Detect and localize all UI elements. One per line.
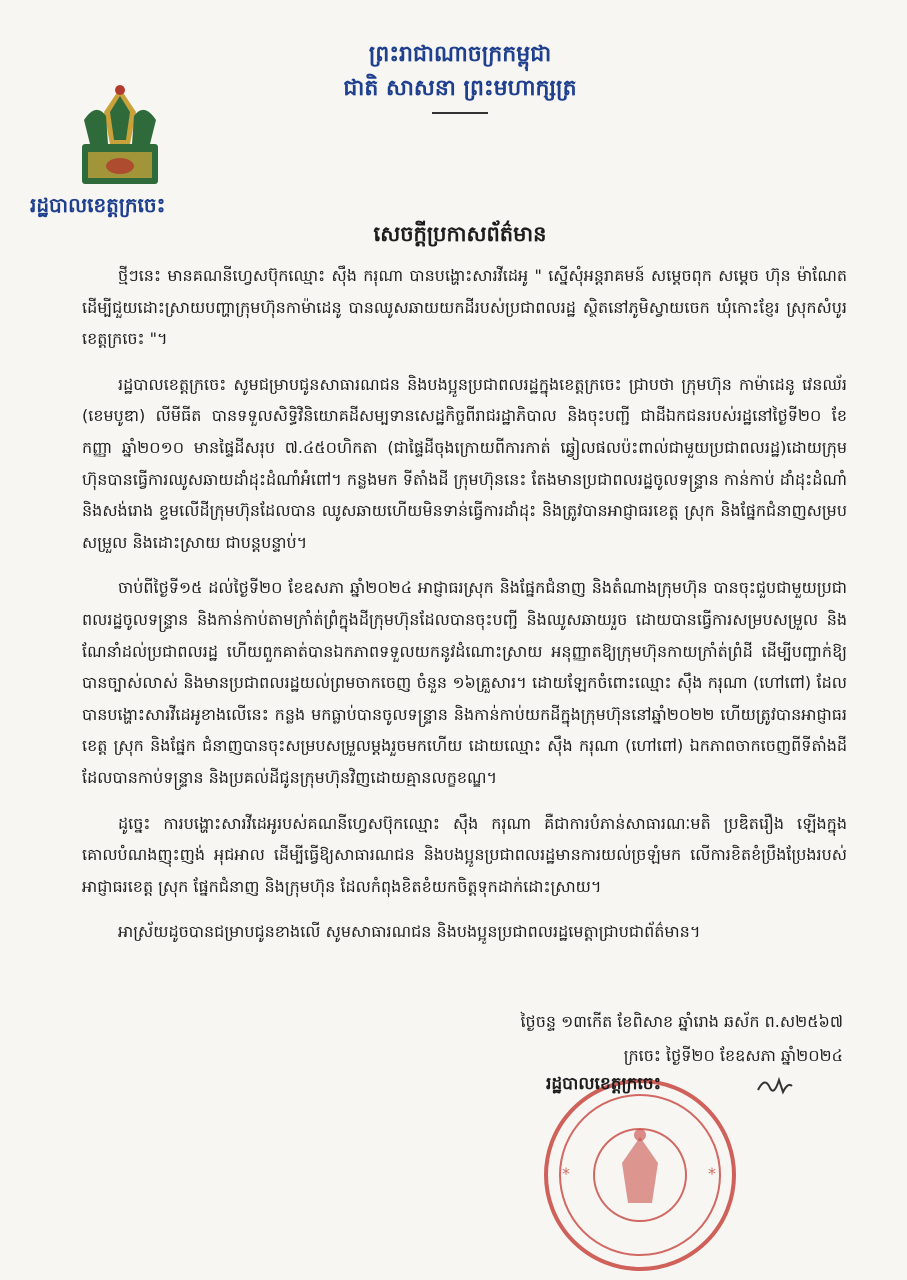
document-body (82, 260, 847, 962)
official-seal-icon (540, 1075, 740, 1275)
lunar-date: ថ្ងៃចន្ទ ១៣កើត ខែពិសាខ ឆ្នាំរោង ឆស័ក ព.ស២៥៦៧ (520, 1012, 843, 1031)
document-title: សេចក្ដីប្រកាសព័ត៌មាន (373, 222, 547, 246)
issuing-organization: រដ្ឋបាលខេត្តក្រចេះ (30, 193, 166, 217)
svg-text:*: * (708, 1164, 716, 1183)
solar-date: ក្រចេះ ថ្ងៃទី២០ ខែឧសភា ឆ្នាំ២០២៤ (623, 1046, 843, 1065)
kingdom-header (300, 38, 620, 114)
signature-icon (755, 1070, 795, 1100)
paragraph: ថ្មីៗនេះ មានគណនីហ្វេសប៊ុកឈ្មោះ ស៊ឹង ករុណា បានបង្ហោះសារវីដេអូ " ស្នើសុំអន្តរាគមន៍ សម្ដេចពុក សម្ដេច ហ៊ុន ម៉ាណែត ដើម្បីជួយដោះស្រាយបញ្ហាក្រុមហ៊ុនកាម៉ាដេនូ បានឈូសឆាយយកដីរបស់ប្រជាពលរដ្ឋ ស្ថិតនៅភូមិស្វាយចេក ឃុំកោះខ្ញែរ ស្រុកសំបូរ ខេត្តក្រចេះ "។ (82, 266, 847, 349)
svg-text:*: * (562, 1164, 570, 1183)
date-block (373, 1005, 843, 1073)
national-motto: ជាតិ សាសនា ព្រះមហាក្សត្រ (343, 76, 577, 101)
paragraph: អាស្រ័យដូចបានជម្រាបជូនខាងលើ សូមសាធារណជន និងបងប្អូនប្រជាពលរដ្ឋមេត្តាជ្រាបជាព័ត៌មាន។ (118, 922, 701, 942)
kingdom-name: ព្រះរាជាណាចក្រកម្ពុជា (368, 42, 552, 67)
signer-title: រដ្ឋបាលខេត្តក្រចេះ (546, 1074, 662, 1094)
provincial-emblem-icon (78, 82, 162, 188)
paragraph: ដូច្នេះ ការបង្ហោះសារវីដេអូរបស់គណនីហ្វេសប៊ុកឈ្មោះ ស៊ឹង ករុណា គឺជាការបំភាន់សាធារណៈមតិ ប្រឌិតរឿង ឡើងក្នុងគោលបំណងញុះញង់ អុជអាល ដើម្បីធ្វើឱ្យសាធារណជន និងបងប្អូនប្រជាពលរដ្ឋមានការយល់ច្រឡំមក លើការខិតខំប្រឹងប្រែងរបស់អាជ្ញាធរខេត្ត ស្រុក ផ្នែកជំនាញ និងក្រុមហ៊ុន ដែលកំពុងខិតខំយកចិត្តទុកដាក់ដោះស្រាយ។ (82, 813, 847, 896)
paragraph: រដ្ឋបាលខេត្តក្រចេះ សូមជម្រាបជូនសាធារណជន និងបងប្អូនប្រជាពលរដ្ឋក្នុងខេត្តក្រចេះ ជ្រាបថា ក្រុមហ៊ុន កាម៉ាដេនូ វេនឈ័រ (ខេមបូឌា) លីមីធីត បានទទួលសិទ្ធិវិនិយោគដីសម្បទានសេដ្ឋកិច្ចពីរាជរដ្ឋាភិបាល និងចុះបញ្ជី ជាដីឯកជនរបស់រដ្ឋនៅថ្ងៃទី២០ ខែកញ្ញា ឆ្នាំ២០១០ មានផ្ទៃដីសរុប ៧.៤៥០ហិកតា (ជាផ្ទៃដីចុងក្រោយពីការកាត់ ឆ្វៀលផលប៉ះពាល់ជាមួយប្រជាពលរដ្ឋ)ដោយក្រុមហ៊ុនបានធ្វើការឈូសឆាយដាំដុះដំណាំអំពៅ។ កន្លងមក ទីតាំងដី ក្រុមហ៊ុននេះ តែងមានប្រជាពលរដ្ឋចូលទន្ទ្រាន កាន់កាប់ ដាំដុះដំណាំ និងសង់រោង ខ្ទមលើដីក្រុមហ៊ុនដែលបាន ឈូសឆាយហើយមិនទាន់ធ្វើការដាំដុះ និងត្រូវបានអាជ្ញាធរខេត្ត ស្រុក និងផ្នែកជំនាញសម្របសម្រួល និងដោះស្រាយ ជាបន្តបន្ទាប់។ (82, 374, 847, 552)
header-divider (432, 112, 488, 114)
paragraph: ចាប់ពីថ្ងៃទី១៥ ដល់ថ្ងៃទី២០ ខែឧសភា ឆ្នាំ២០២៤ អាជ្ញាធរស្រុក និងផ្នែកជំនាញ និងតំណាងក្រុមហ៊ុន បានចុះជួបជាមួយប្រជាពលរដ្ឋចូលទន្ទ្រាន និងកាន់កាប់តាមក្រាំត់ព្រំក្នុងដីក្រុមហ៊ុនដែលបានចុះបញ្ជី និងឈូសឆាយរួច ដោយបានធ្វើការសម្របសម្រួល និងណែនាំដល់ប្រជាពលរដ្ឋ ហើយពួកគាត់បានឯកភាពទទួលយកនូវដំណោះស្រាយ អនុញ្ញាតឱ្យក្រុមហ៊ុនកាយក្រាំត់ព្រំដី ដើម្បីបញ្ជាក់ឱ្យបានច្បាស់លាស់ និងមានប្រជាពលរដ្ឋយល់ព្រមចាកចេញ ចំនួន ១៦គ្រួសារ។ ដោយឡែកចំពោះឈ្មោះ ស៊ឹង ករុណា (ហៅពៅ) ដែលបានបង្ហោះសារវីដេអូខាងលើនេះ កន្លង មកធ្លាប់បានចូលទន្ទ្រាន និងកាន់កាប់យកដីក្នុងក្រុមហ៊ុននៅឆ្នាំ២០២២ ហើយត្រូវបានអាជ្ញាធរខេត្ត ស្រុក និងផ្នែក ជំនាញបានចុះសម្របសម្រួលម្ដងរួចមកហើយ ដោយឈ្មោះ ស៊ឹង ករុណា (ហៅពៅ) ឯកភាពចាកចេញពីទីតាំងដី ដែលបានកាប់ទន្ទ្រាន និងប្រគល់ដីជូនក្រុមហ៊ុនវិញដោយគ្មានលក្ខខណ្ឌ។ (82, 578, 847, 787)
